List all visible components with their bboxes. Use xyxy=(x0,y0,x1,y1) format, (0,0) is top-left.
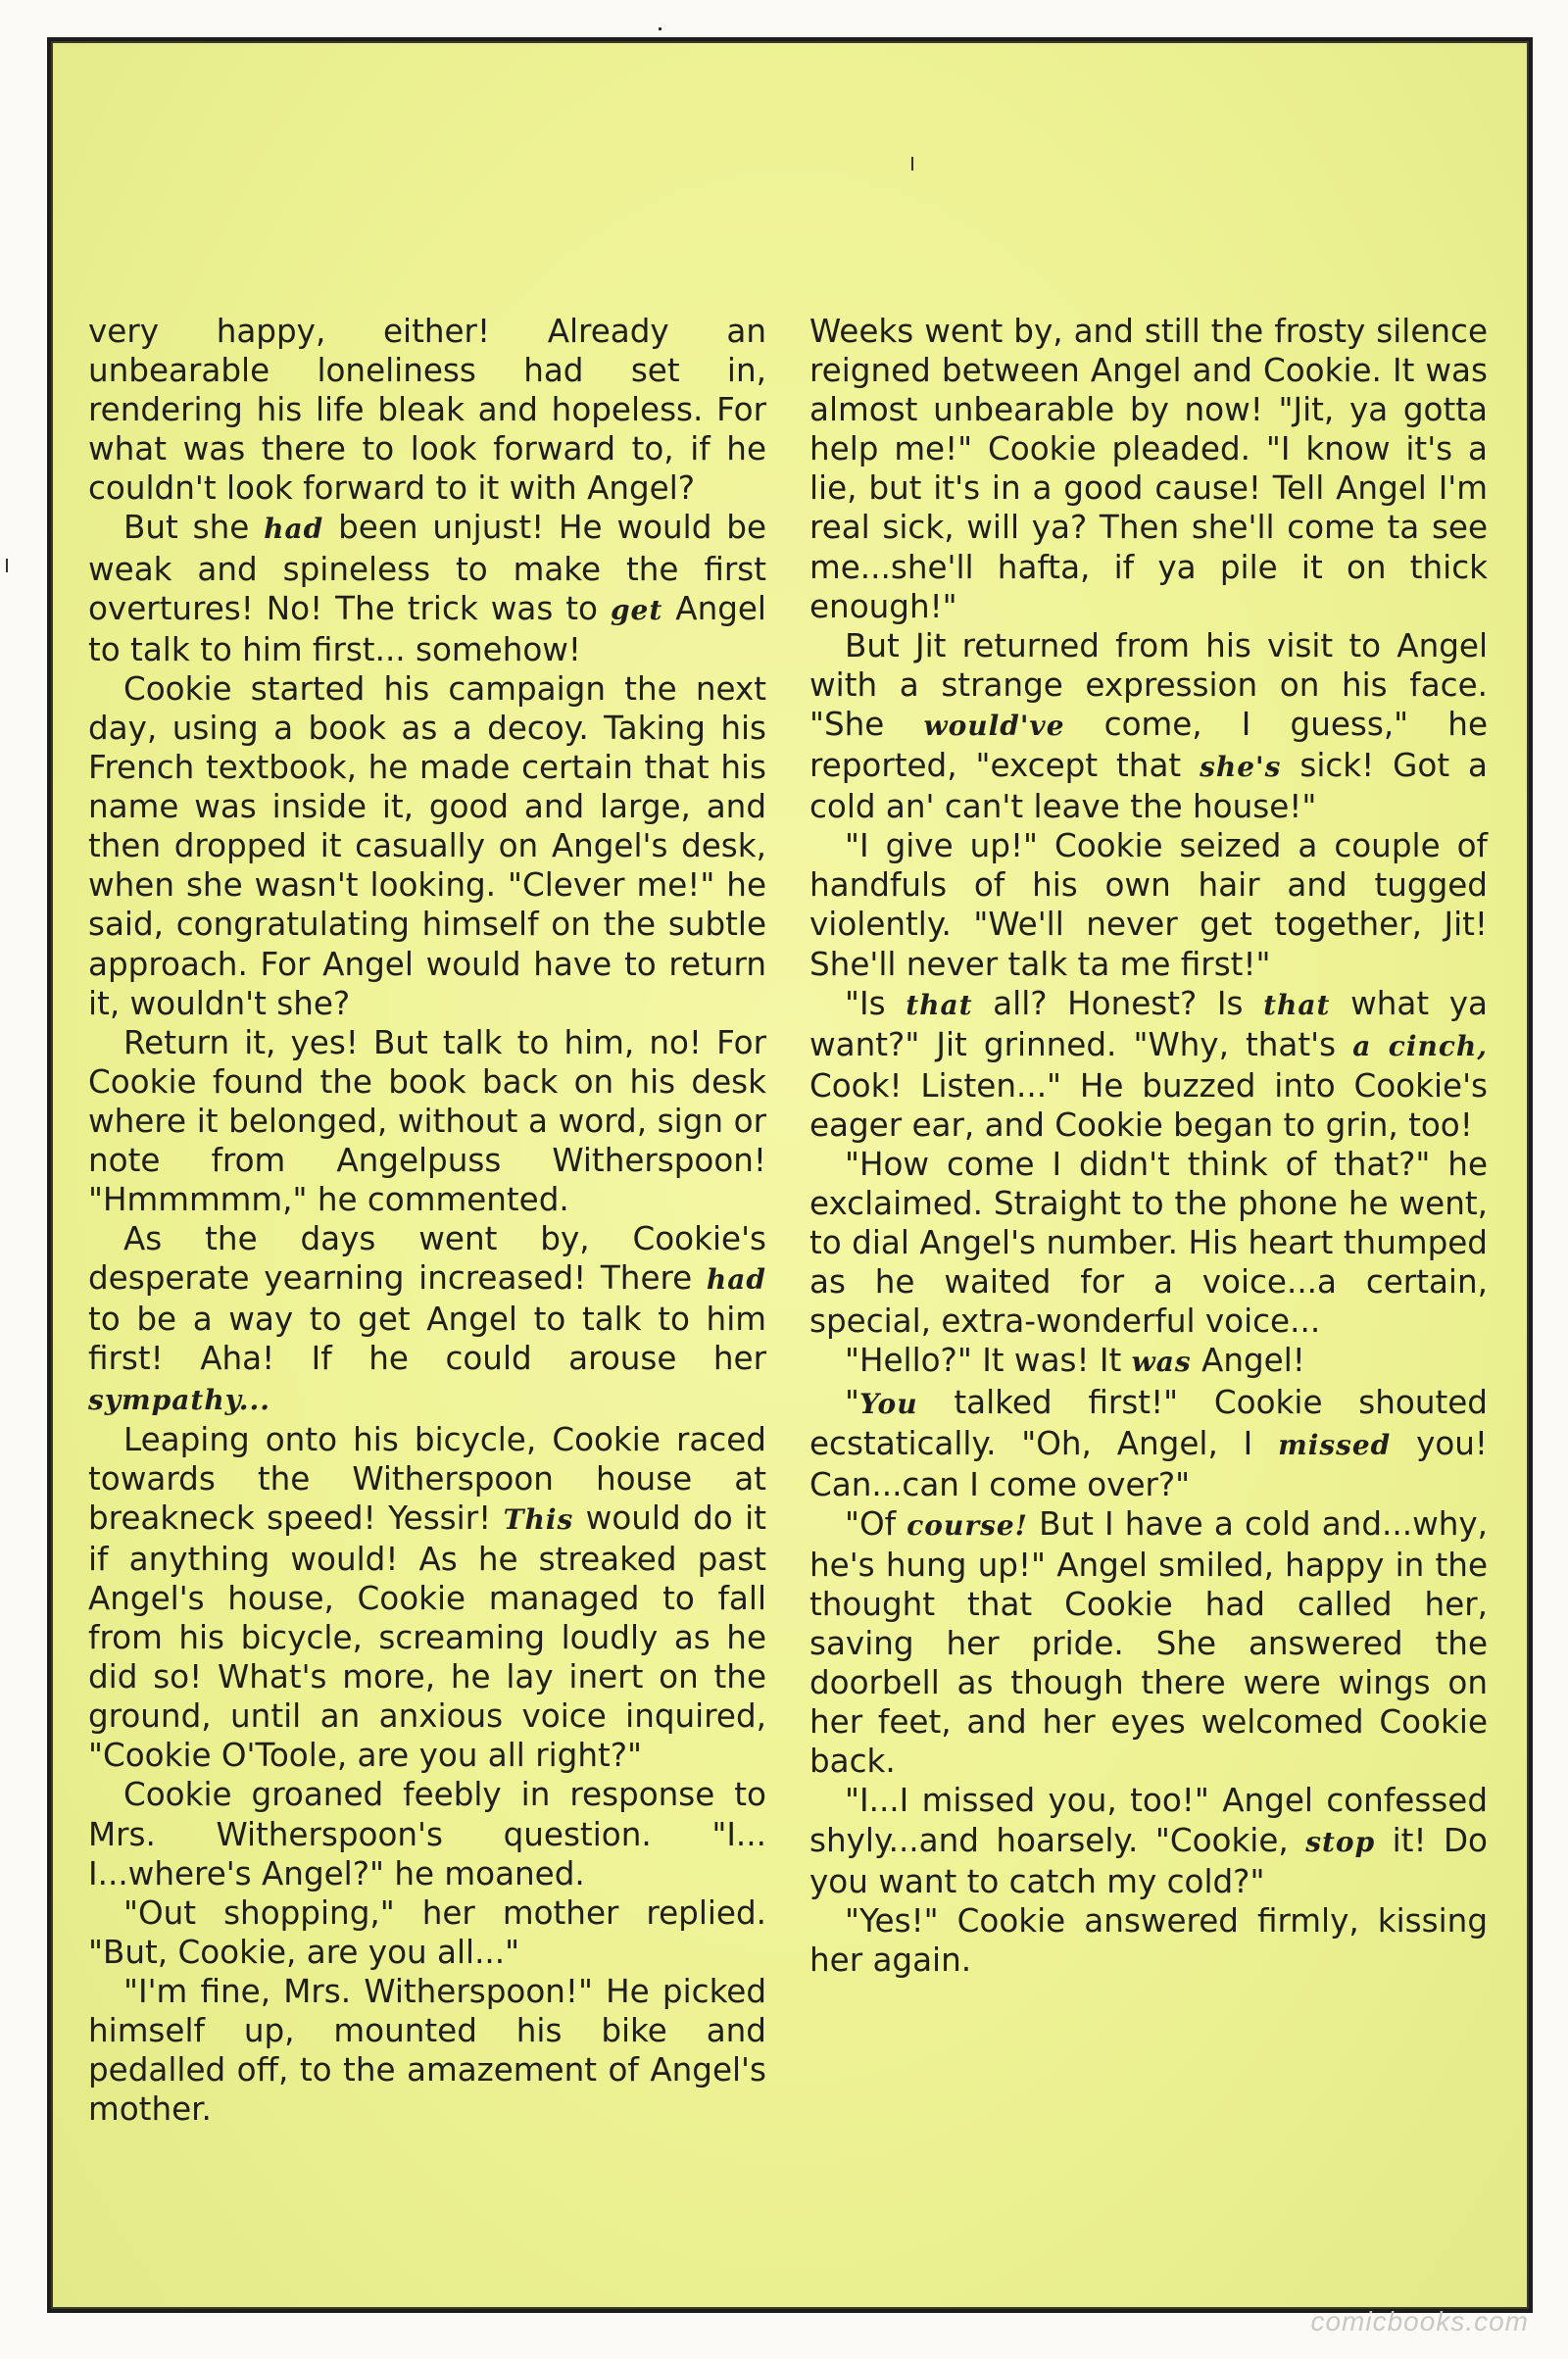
paragraph: "Hello?" It was! It was Angel! xyxy=(845,1342,1305,1380)
emphasis: sympathy... xyxy=(88,1383,270,1416)
emphasis: course! xyxy=(906,1508,1028,1542)
emphasis: that xyxy=(906,988,973,1021)
paragraph: very happy, either! Already an unbearable loneliness had set in, rendering his life bleak and hopeless. For what was there to look forward to, if he couldn't look forward to it with Angel? xyxy=(88,313,766,508)
paragraph: "I'm fine, Mrs. Witherspoon!" He picked himself up, mounted his bike and pedalled off, to the amazement of Angel's mother. xyxy=(88,1972,766,2129)
print-speck xyxy=(659,27,662,30)
paragraph: "How come I didn't think of that?" he exclaimed. Straight to the phone he went, to dial Angel's number. His heart thumped as he waited for a voice...a certain, special, extra-wonderful voice... xyxy=(809,1145,1488,1341)
paragraph: Cookie started his campaign the next day, using a book as a decoy. Taking his French textbook, he made certain that his name was inside it, good and large, and then dropped it casually on Angel's desk, when she wasn't looking. "Clever me!" he said, congratulating himself on the subtle approach. For Angel would have to return it, wouldn't she? xyxy=(88,669,766,1022)
paragraph: "I...I missed you, too!" Angel confessed shyly...and hoarsely. "Cookie, stop it! Do you want to catch my cold?" xyxy=(809,1782,1488,1900)
emphasis: You xyxy=(859,1387,918,1420)
paragraph: "Of course! But I have a cold and...why, he's hung up!" Angel smiled, happy in the thought that Cookie had called her, saving her pride. She answered the doorbell as though there were wings on her feet, and her eyes welcomed Cookie back. xyxy=(809,1504,1488,1781)
paragraph: "Yes!" Cookie answered firmly, kissing her again. xyxy=(809,1901,1488,1979)
emphasis: was xyxy=(1131,1346,1192,1379)
emphasis: get xyxy=(610,593,663,626)
paragraph: But she had been unjust! He would be weak and spineless to make the first overtures! No! The trick was to get Angel to talk to him first... somehow! xyxy=(88,509,766,668)
emphasis: would've xyxy=(923,709,1065,742)
paragraph: "You talked first!" Cookie shouted ecstatically. "Oh, Angel, I missed you! Can...can I come over?" xyxy=(809,1383,1488,1503)
emphasis: had xyxy=(706,1263,766,1297)
right-text-column xyxy=(809,312,1488,1980)
print-speck xyxy=(6,559,8,572)
text-page-panel xyxy=(47,37,1533,2313)
emphasis: had xyxy=(264,513,324,546)
emphasis: that xyxy=(1263,988,1331,1021)
print-speck xyxy=(911,157,913,171)
emphasis: missed xyxy=(1278,1428,1392,1461)
left-text-column xyxy=(88,312,766,2129)
emphasis: a cinch, xyxy=(1352,1029,1488,1062)
paragraph: "Out shopping," her mother replied. "But, Cookie, are you all..." xyxy=(88,1893,766,1971)
emphasis: she's xyxy=(1200,751,1282,784)
paragraph: Weeks went by, and still the frosty silence reigned between Angel and Cookie. It was almost unbearable by now! "Jit, ya gotta help me!" Cookie pleaded. "I know it's a lie, but it's in a good cause! Tell Angel I'm real sick, will ya? Then she'll come ta see me...she'll hafta, if ya pile it on thick enough!" xyxy=(809,313,1488,625)
paragraph: Cookie groaned feebly in response to Mrs. Witherspoon's question. "I... I...where's Angel?" he moaned. xyxy=(88,1776,766,1892)
emphasis: stop xyxy=(1305,1825,1376,1858)
paragraph: As the days went by, Cookie's desperate yearning increased! There had to be a way to get Angel to talk to him first! Aha! If he could arouse her sympathy... xyxy=(88,1220,766,1416)
paragraph: Return it, yes! But talk to him, no! For Cookie found the book back on his desk where it belonged, without a word, sign or note from Angelpuss Witherspoon! "Hmmmmm," he commented. xyxy=(88,1023,766,1219)
paragraph: "I give up!" Cookie seized a couple of handfuls of his own hair and tugged violently. "We'll never get together, Jit! She'll never talk ta me first!" xyxy=(809,827,1488,983)
watermark: comicbooks.com xyxy=(1310,2306,1529,2336)
paragraph: But Jit returned from his visit to Angel with a strange expression on his face. "She would've come, I guess," he reported, "except that she's sick! Got a cold an' can't leave the house!" xyxy=(809,626,1488,826)
emphasis: This xyxy=(503,1502,574,1536)
paragraph: "Is that all? Honest? Is that what ya want?" Jit grinned. "Why, that's a cinch, Cook! Listen..." He buzzed into Cookie's eager ear, and Cookie began to grin, too! xyxy=(809,984,1489,1144)
paragraph: Leaping onto his bicycle, Cookie raced towards the Witherspoon house at breakneck speed! Yessir! This would do it if anything would! As he streaked past Angel's house, Cookie managed to fall from his bicycle, screaming loudly as he did so! What's more, he lay inert on the ground, until an anxious voice inquired, "Cookie O'Toole, are you all right?" xyxy=(88,1420,766,1775)
